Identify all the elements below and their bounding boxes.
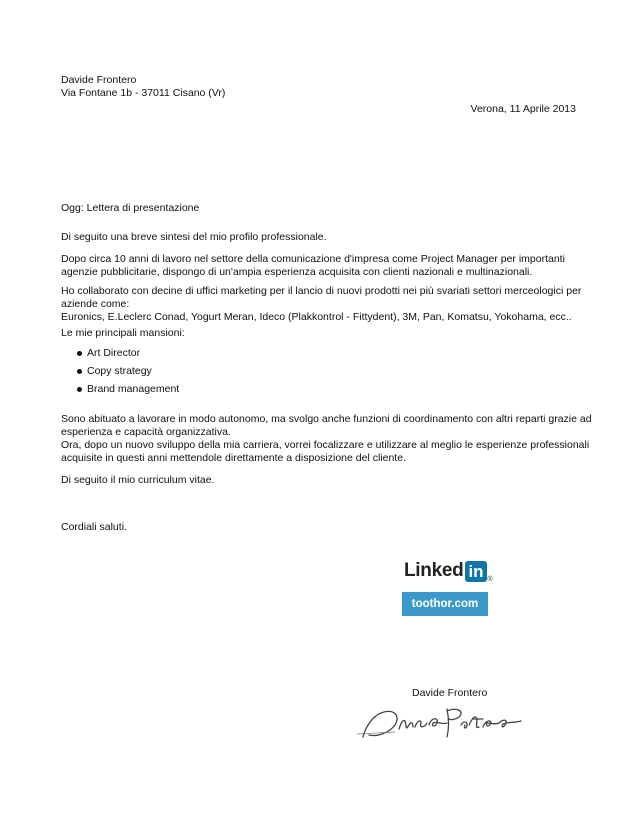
registered-mark: ®: [487, 576, 493, 583]
cv-line: Di seguito il mio curriculum vitae.: [61, 474, 215, 486]
text-line: Sono abituato a lavorare in modo autonomo, ma svolgo anche funzioni di coordinamento con altri reparti grazie ad: [61, 413, 592, 425]
list-item: Brand management: [61, 380, 179, 398]
sender-name: Davide Frontero: [61, 74, 137, 86]
text-line: agenzie pubblicitarie, dispongo di un'ampia esperienza acquisita con clienti nazionali e multinazionali.: [61, 266, 533, 278]
list-item: Art Director: [61, 344, 179, 362]
text-line: Ho collaborato con decine di uffici marketing per il lancio di nuovi prodotti nei più svariati settori merceologici per: [61, 285, 582, 297]
text-line: acquisite in questi anni mettendole direttamente a disposizione del cliente.: [61, 452, 406, 464]
paragraph-experience: [61, 253, 591, 279]
text-line: aziende come:: [61, 298, 130, 310]
signature-name: Davide Frontero: [412, 687, 488, 699]
text-line: esperienza e capacità organizzativa.: [61, 426, 231, 438]
handwritten-signature: [355, 701, 530, 743]
sender-address: Via Fontane 1b - 37011 Cisano (Vr): [61, 87, 226, 99]
linkedin-word: Linked: [404, 560, 464, 581]
subject-line: Ogg: Lettera di presentazione: [61, 202, 200, 214]
paragraph-clients: [61, 285, 591, 324]
list-item: Copy strategy: [61, 362, 179, 380]
linkedin-logo[interactable]: [404, 559, 493, 583]
intro-line: Di seguito una breve sintesi del mio profilo professionale.: [61, 231, 327, 243]
paragraph-autonomy: [61, 413, 591, 465]
duties-list: [61, 344, 179, 398]
toothor-link[interactable]: toothor.com: [402, 592, 488, 616]
date-line: Verona, 11 Aprile 2013: [470, 103, 576, 115]
text-line: Ora, dopo un nuovo sviluppo della mia carriera, vorrei focalizzare e utilizzare al meglio le esperienze professionali: [61, 439, 590, 451]
linkedin-in-box: in: [465, 561, 486, 582]
closing-line: Cordiali saluti.: [61, 521, 127, 533]
text-line: Euronics, E.Leclerc Conad, Yogurt Meran, Ideco (Plakkontrol - Fittydent), 3M, Pan, Komatsu, Yokohama, ecc..: [61, 311, 572, 323]
duties-heading: Le mie principali mansioni:: [61, 327, 185, 339]
text-line: Dopo circa 10 anni di lavoro nel settore della comunicazione d'impresa come Project Manager per importanti: [61, 253, 565, 265]
